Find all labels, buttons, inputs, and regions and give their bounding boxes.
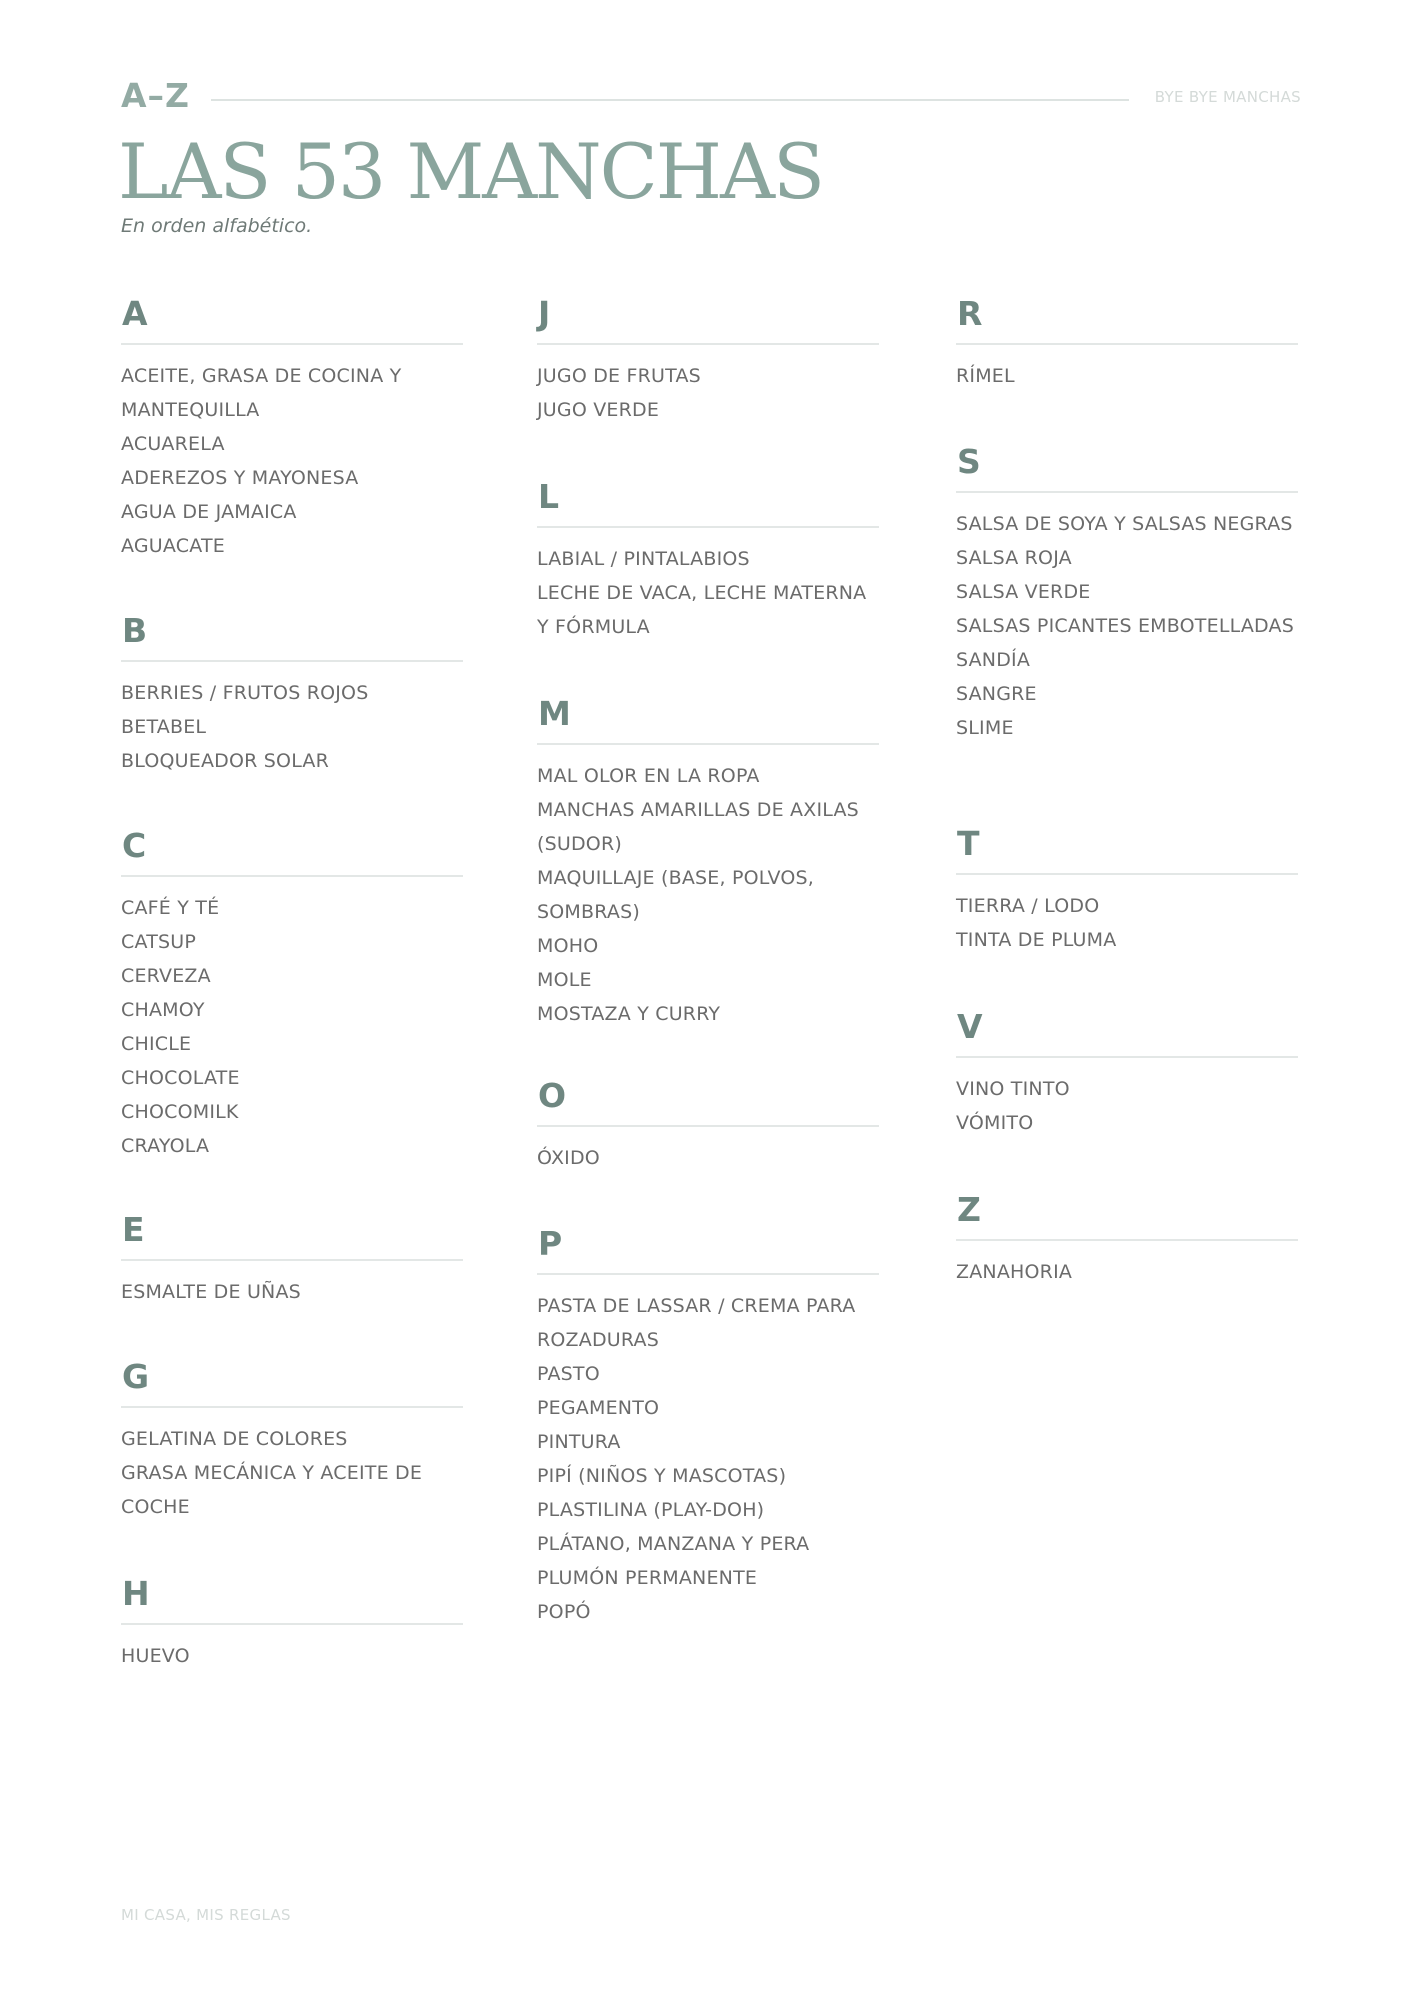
list-item: BERRIES / FRUTOS ROJOS [121, 682, 369, 704]
list-item: PLÁTANO, MANZANA Y PERA [537, 1533, 810, 1555]
list-item: MANCHAS AMARILLAS DE AXILAS [537, 799, 859, 821]
item-list [121, 359, 463, 563]
section-rule [121, 1259, 463, 1261]
section-p [537, 1220, 879, 1629]
section-h [121, 1570, 463, 1673]
item-list [121, 1422, 463, 1524]
list-item: SALSA VERDE [956, 581, 1091, 603]
brand-label: BYE BYE MANCHAS [1154, 88, 1301, 106]
list-item: PINTURA [537, 1431, 621, 1453]
list-item: MAQUILLAJE (BASE, POLVOS, [537, 867, 814, 889]
section-c [121, 822, 463, 1206]
section-rule [537, 1125, 879, 1127]
section-rule [537, 1273, 879, 1275]
section-letter: B [122, 611, 148, 650]
list-item: HUEVO [121, 1645, 190, 1667]
list-item: COCHE [121, 1496, 190, 1518]
list-item: CHOCOLATE [121, 1067, 240, 1089]
list-item: MANTEQUILLA [121, 399, 260, 421]
section-rule [121, 1406, 463, 1408]
section-letter: S [957, 442, 981, 481]
item-list [537, 1141, 879, 1175]
list-item: JUGO DE FRUTAS [537, 365, 701, 387]
section-letter: M [538, 694, 571, 733]
list-item: GELATINA DE COLORES [121, 1428, 348, 1450]
section-a [121, 290, 463, 607]
list-item: POPÓ [537, 1601, 591, 1623]
section-letter: O [538, 1076, 567, 1115]
column-2 [537, 290, 879, 1629]
section-r [956, 290, 1298, 438]
section-rule [537, 743, 879, 745]
section-letter: J [538, 294, 551, 333]
list-item: PEGAMENTO [537, 1397, 660, 1419]
list-item: CHOCOMILK [121, 1101, 239, 1123]
column-3 [956, 290, 1298, 1289]
section-rule [956, 1056, 1298, 1058]
list-item: CATSUP [121, 931, 197, 953]
section-l [537, 473, 879, 690]
list-item: CHAMOY [121, 999, 205, 1021]
section-letter: E [122, 1210, 145, 1249]
section-e [121, 1206, 463, 1353]
section-letter: R [957, 294, 983, 333]
item-list [537, 542, 879, 644]
list-item: VINO TINTO [956, 1078, 1070, 1100]
section-rule [121, 660, 463, 662]
list-item: PLASTILINA (PLAY-DOH) [537, 1499, 765, 1521]
section-g [121, 1353, 463, 1570]
section-rule [956, 1239, 1298, 1241]
item-list [956, 507, 1298, 745]
list-item: SLIME [956, 717, 1014, 739]
list-item: CAFÉ Y TÉ [121, 897, 220, 919]
section-z [956, 1186, 1298, 1289]
section-letter: G [122, 1357, 150, 1396]
list-item: ROZADURAS [537, 1329, 659, 1351]
list-item: SALSA ROJA [956, 547, 1072, 569]
item-list [956, 1072, 1298, 1140]
section-letter: C [122, 826, 147, 865]
list-item: TINTA DE PLUMA [956, 929, 1117, 951]
list-item: LECHE DE VACA, LECHE MATERNA [537, 582, 867, 604]
page-title: LAS 53 MANCHAS [118, 127, 824, 216]
list-item: CERVEZA [121, 965, 211, 987]
page-subtitle: En orden alfabético. [121, 215, 313, 237]
list-item: CRAYOLA [121, 1135, 210, 1157]
list-item: MOSTAZA Y CURRY [537, 1003, 721, 1025]
list-item: ACUARELA [121, 433, 225, 455]
list-item: ACEITE, GRASA DE COCINA Y [121, 365, 402, 387]
item-list [121, 1639, 463, 1673]
list-item: SANDÍA [956, 649, 1031, 671]
section-letter: T [957, 824, 980, 863]
list-item: SALSA DE SOYA Y SALSAS NEGRAS [956, 513, 1293, 535]
list-item: PIPÍ (NIÑOS Y MASCOTAS) [537, 1465, 787, 1487]
list-item: Y FÓRMULA [537, 616, 650, 638]
section-letter: H [122, 1574, 150, 1613]
list-item: ÓXIDO [537, 1147, 600, 1169]
section-rule [121, 1623, 463, 1625]
list-item: LABIAL / PINTALABIOS [537, 548, 750, 570]
section-m [537, 690, 879, 1072]
section-rule [956, 873, 1298, 875]
list-item: MAL OLOR EN LA ROPA [537, 765, 760, 787]
item-list [956, 1255, 1298, 1289]
header-rule [211, 99, 1129, 101]
list-item: AGUACATE [121, 535, 225, 557]
list-item: ESMALTE DE UÑAS [121, 1281, 301, 1303]
list-item: RÍMEL [956, 365, 1015, 387]
list-item: SOMBRAS) [537, 901, 640, 923]
item-list [537, 1289, 879, 1629]
section-rule [956, 343, 1298, 345]
section-letter: L [538, 477, 560, 516]
section-rule [537, 526, 879, 528]
list-item: AGUA DE JAMAICA [121, 501, 297, 523]
section-b [121, 607, 463, 822]
section-s [956, 438, 1298, 820]
item-list [121, 676, 463, 778]
item-list [956, 359, 1298, 393]
section-rule [956, 491, 1298, 493]
list-item: SANGRE [956, 683, 1037, 705]
list-item: GRASA MECÁNICA Y ACEITE DE [121, 1462, 423, 1484]
item-list [956, 889, 1298, 957]
section-o [537, 1072, 879, 1220]
section-j [537, 290, 879, 473]
section-v [956, 1003, 1298, 1186]
item-list [537, 359, 879, 427]
list-item: BETABEL [121, 716, 207, 738]
section-letter: V [957, 1007, 983, 1046]
section-letter: A [122, 294, 148, 333]
column-1 [121, 290, 463, 1673]
list-item: BLOQUEADOR SOLAR [121, 750, 330, 772]
list-item: TIERRA / LODO [956, 895, 1100, 917]
section-rule [121, 343, 463, 345]
list-item: PASTA DE LASSAR / CREMA PARA [537, 1295, 856, 1317]
footer-text: MI CASA, MIS REGLAS [121, 1906, 291, 1924]
section-letter: Z [957, 1190, 981, 1229]
list-item: MOLE [537, 969, 592, 991]
list-item: JUGO VERDE [537, 399, 660, 421]
list-item: CHICLE [121, 1033, 192, 1055]
item-list [537, 759, 879, 1031]
list-item: (SUDOR) [537, 833, 622, 855]
section-letter: P [538, 1224, 563, 1263]
section-rule [537, 343, 879, 345]
page-header [121, 76, 1301, 116]
az-label: A–Z [121, 76, 190, 115]
list-item: MOHO [537, 935, 599, 957]
list-item: ADEREZOS Y MAYONESA [121, 467, 359, 489]
section-rule [121, 875, 463, 877]
item-list [121, 891, 463, 1163]
list-item: ZANAHORIA [956, 1261, 1073, 1283]
section-t [956, 820, 1298, 1003]
list-item: PLUMÓN PERMANENTE [537, 1567, 758, 1589]
list-item: SALSAS PICANTES EMBOTELLADAS [956, 615, 1294, 637]
list-item: PASTO [537, 1363, 600, 1385]
item-list [121, 1275, 463, 1309]
list-item: VÓMITO [956, 1112, 1034, 1134]
